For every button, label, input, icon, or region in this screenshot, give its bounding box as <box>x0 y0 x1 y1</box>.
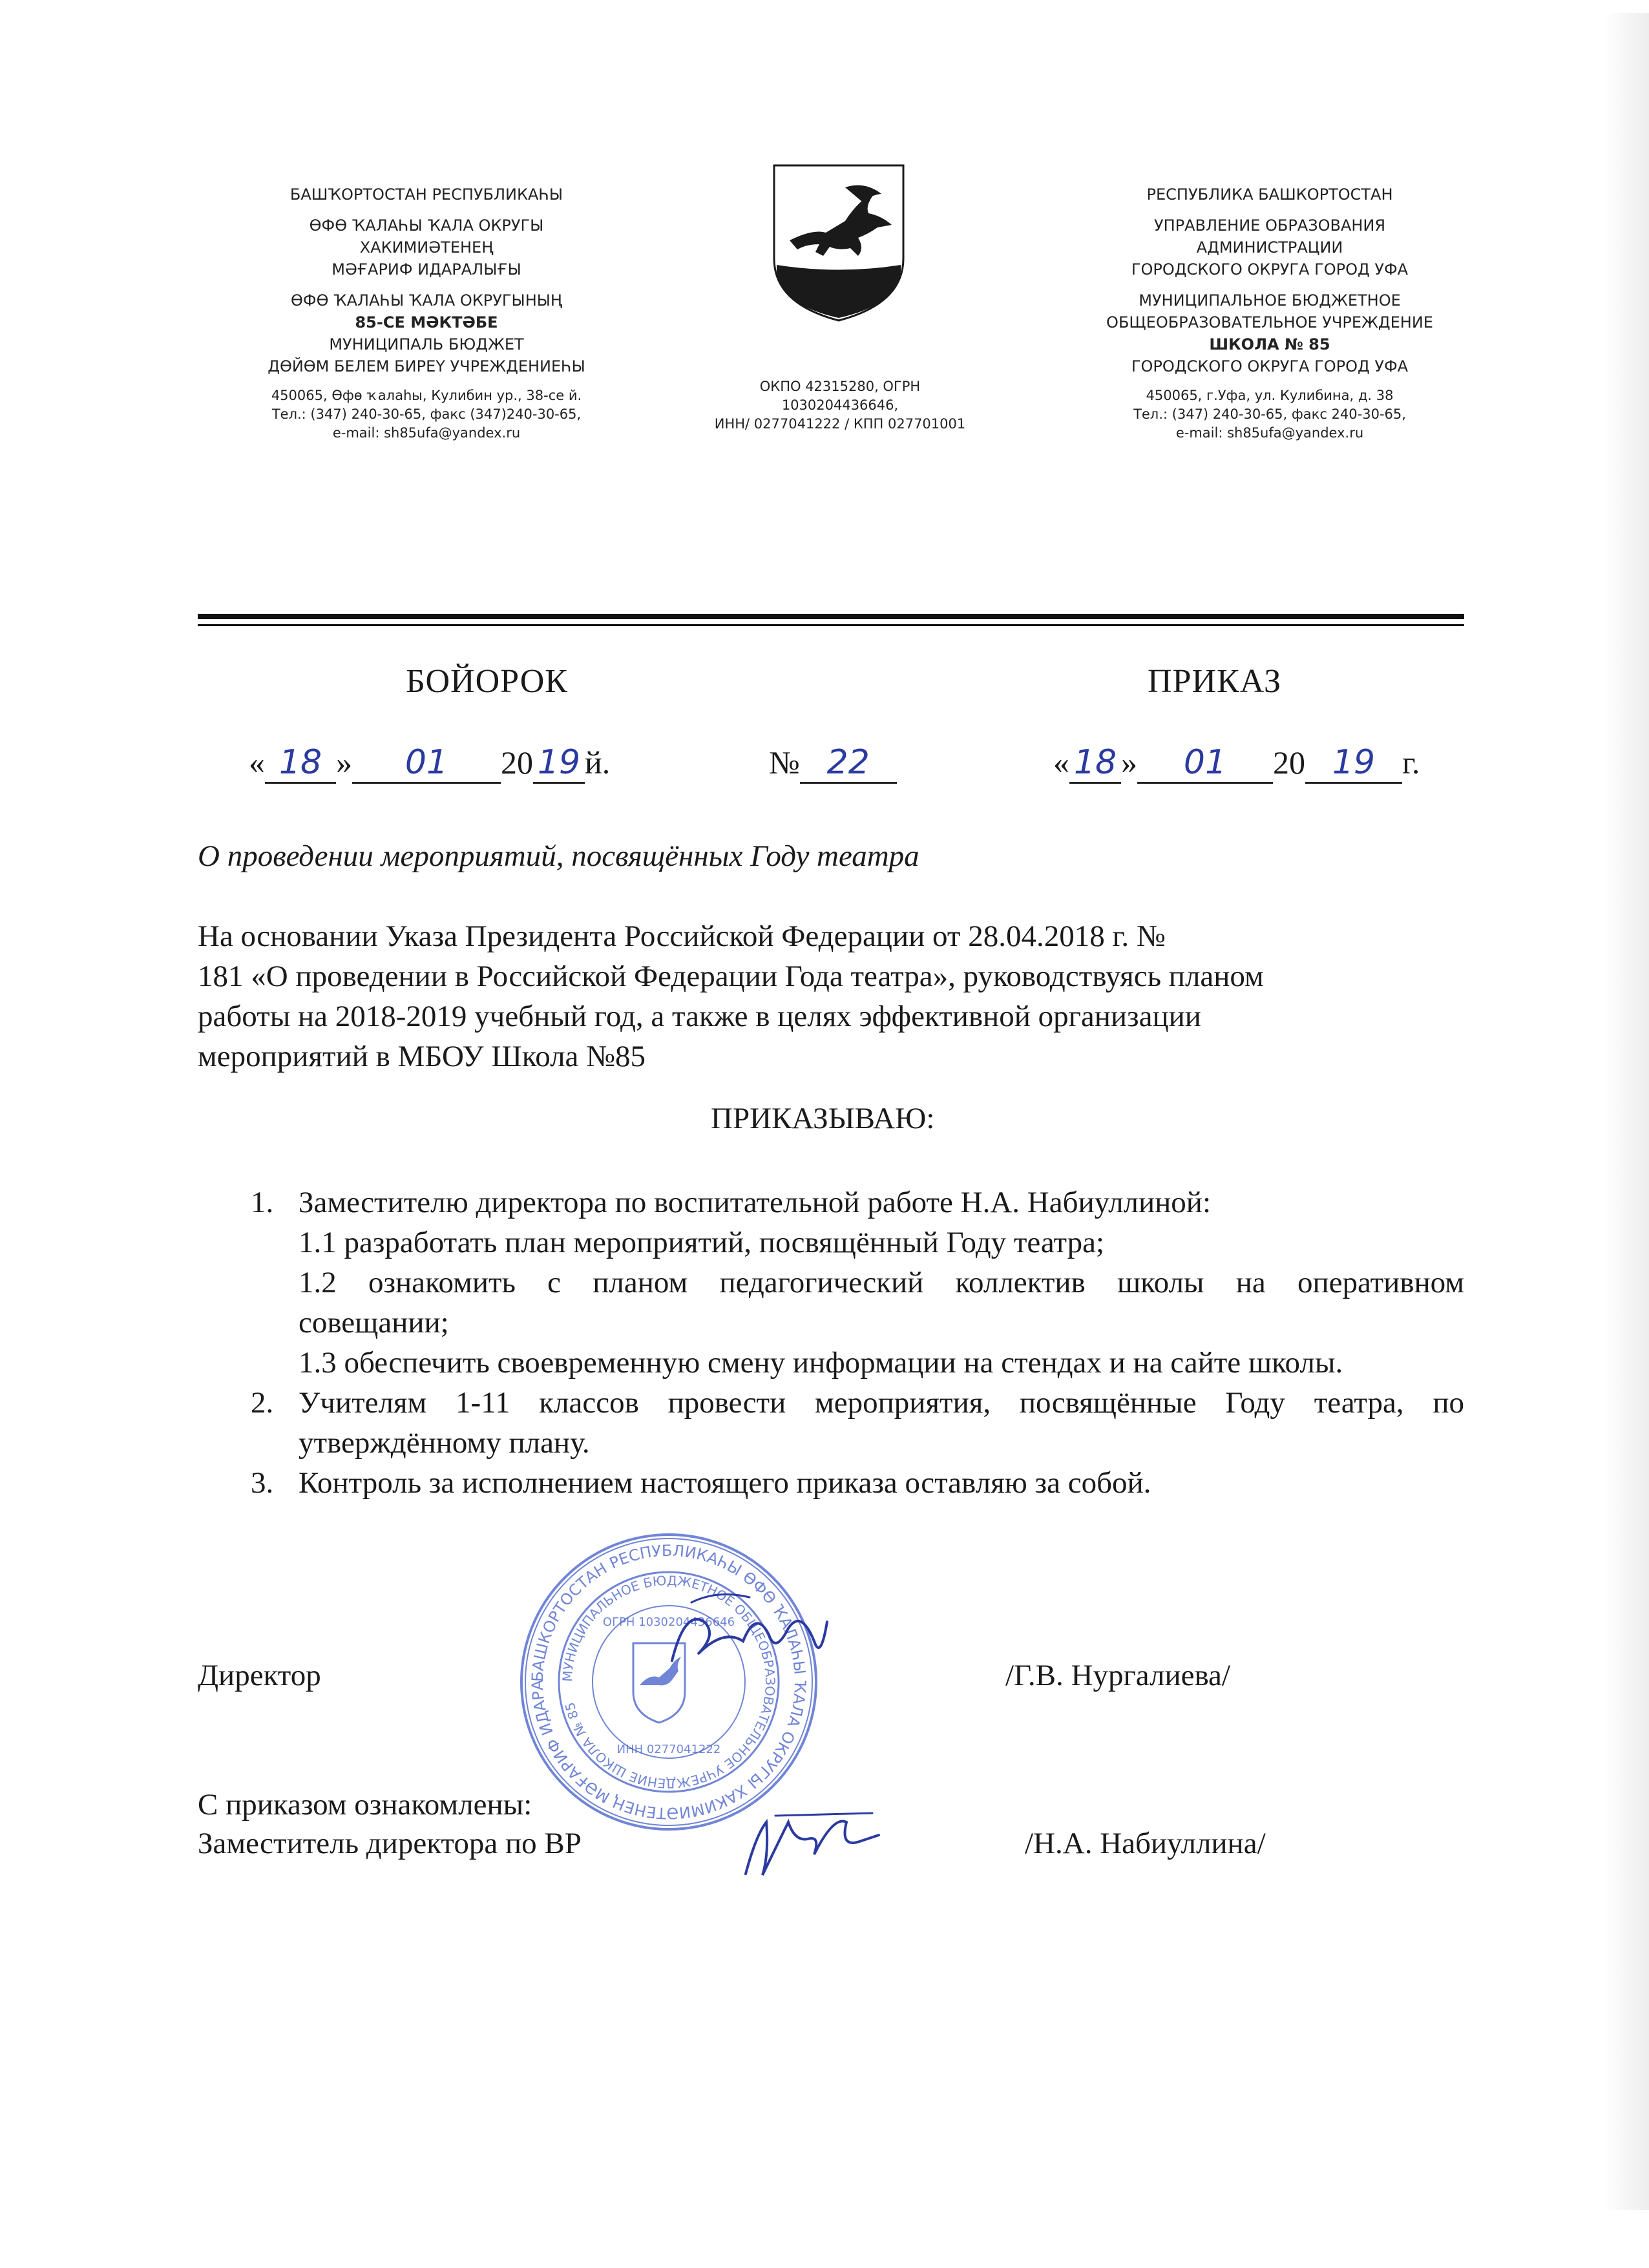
header-center-okpo: ОКПО 42315280, ОГРН <box>759 379 921 394</box>
preamble-line-4: мероприятий в МБОУ Школа №85 <box>198 1040 646 1073</box>
stamp-ogrn: ОГРН 1030204436646 <box>602 1615 735 1629</box>
header-left-type-1: МУНИЦИПАЛЬ БЮДЖЕТ <box>329 335 524 353</box>
item-1-text: Заместителю директора по воспитательной работе Н.А. Набиуллиной: <box>299 1186 1211 1219</box>
date-year-field <box>1305 743 1402 784</box>
date-year-prefix: 20 <box>501 744 533 781</box>
header-center-inn: ИНН/ 0277041222 / КПП 027701001 <box>714 416 966 432</box>
stamp-inn: ИНН 0277041222 <box>616 1743 721 1756</box>
date-close-quote: » <box>336 744 352 781</box>
acknowledged-label: С приказом ознакомлены: <box>198 1788 532 1822</box>
date-year-prefix: 20 <box>1273 744 1305 781</box>
item-2-number: 2. <box>251 1386 274 1420</box>
scan-shadow <box>1604 13 1649 2210</box>
header-left-republic: БАШҠОРТОСТАН РЕСПУБЛИКАҺЫ <box>289 185 563 204</box>
date-russian <box>1053 743 1420 784</box>
header-left-block <box>194 184 659 443</box>
date-day: 18 <box>1073 743 1117 782</box>
header-right-school: ШКОЛА № 85 <box>1209 335 1330 353</box>
order-items <box>198 1182 1464 1544</box>
stamp-outer-text: БАШКОРТОСТАН РЕСПУБЛИКАҺЫ ӨФӨ ҠАЛАҺЫ ҠАЛА ОКРУГЫ ХАКИМИӘТЕНЕҢ МӘҒАРИФ ИДАРА <box>528 1541 810 1823</box>
number-field <box>800 743 897 784</box>
order-word: ПРИКАЗЫВАЮ: <box>711 1102 935 1135</box>
header-left-phone: Тел.: (347) 240-30-65, факс (347)240-30-65, <box>271 406 582 422</box>
date-open-quote: « <box>249 744 265 781</box>
deputy-label: Заместитель директора по ВР <box>198 1827 582 1860</box>
director-signature <box>659 1583 840 1686</box>
date-close-quote: » <box>1121 744 1137 781</box>
order-number <box>769 743 897 784</box>
header-right-type-1: МУНИЦИПАЛЬНОЕ БЮДЖЕТНОЕ <box>1139 291 1401 310</box>
marten-emblem-icon <box>768 162 910 323</box>
preamble <box>198 916 1464 1076</box>
header-right-dept-2: АДМИНИСТРАЦИИ <box>1196 238 1343 257</box>
date-month-field <box>1137 743 1273 784</box>
handwritten-signature-icon <box>737 1796 885 1887</box>
header-left-email: e-mail: sh85ufa@yandex.ru <box>332 425 521 441</box>
header-right-dept-1: УПРАВЛЕНИЕ ОБРАЗОВАНИЯ <box>1153 216 1386 235</box>
number-value: 22 <box>826 743 870 782</box>
date-year-field <box>533 743 585 784</box>
deputy-name: /Н.А. Набиуллина/ <box>1025 1827 1266 1860</box>
header-left-district: ӨФӨ ҠАЛАҺЫ ҠАЛА ОКРУГЫНЫҢ <box>291 291 562 310</box>
header-divider-thin <box>198 624 1464 626</box>
header-left-address: 450065, Өфө ҡалаһы, Кулибин ур., 38-се й. <box>271 388 582 403</box>
header-left-city-2: ХАКИМИӘТЕНЕҢ <box>359 238 494 257</box>
order-subject: О проведении мероприятий, посвящённых Году театра <box>198 839 919 873</box>
item-2-line-1: Учителям 1-11 классов провести мероприятия, посвящённые Году театра, по <box>299 1386 1464 1420</box>
header-right-republic: РЕСПУБЛИКА БАШКОРТОСТАН <box>1146 185 1393 204</box>
header-divider-thick <box>198 614 1464 619</box>
item-1-3: 1.3 обеспечить своевременную смену информации на стендах и на сайте школы. <box>299 1346 1343 1380</box>
coat-of-arms-emblem <box>768 162 910 323</box>
date-suffix: й. <box>585 744 611 781</box>
item-1-number: 1. <box>251 1186 274 1219</box>
item-3-text: Контроль за исполнением настоящего приказа оставляю за собой. <box>299 1466 1151 1500</box>
item-3-number: 3. <box>251 1466 274 1500</box>
date-month: 01 <box>404 743 448 782</box>
preamble-line-1: На основании Указа Президента Российской Федерации от 28.04.2018 г. № <box>198 919 1166 953</box>
director-name: /Г.В. Нургалиева/ <box>1005 1659 1230 1692</box>
header-left-type-2: ДӨЙӨМ БЕЛЕМ БИРЕҮ УЧРЕЖДЕНИЕҺЫ <box>268 357 585 375</box>
header-right-block <box>1037 184 1502 443</box>
number-sign: № <box>769 744 800 781</box>
director-label: Директор <box>198 1659 321 1692</box>
header-right-phone: Тел.: (347) 240-30-65, факс 240-30-65, <box>1133 406 1406 422</box>
date-month-field <box>352 743 501 784</box>
header-right-address: 450065, г.Уфа, ул. Кулибина, д. 38 <box>1146 388 1394 403</box>
header-left-dept: МӘҒАРИФ ИДАРАЛЫҒЫ <box>331 260 521 278</box>
deputy-signature <box>737 1796 885 1887</box>
header-center-block <box>646 377 1034 434</box>
date-year: 19 <box>1332 743 1376 782</box>
header-right-email: e-mail: sh85ufa@yandex.ru <box>1175 425 1364 441</box>
title-russian: ПРИКАЗ <box>1148 663 1282 700</box>
date-bashkir <box>249 743 610 784</box>
header-right-district: ГОРОДСКОГО ОКРУГА ГОРОД УФА <box>1131 357 1409 375</box>
date-suffix: г. <box>1402 744 1420 781</box>
item-2-line-2: утверждённому плану. <box>299 1426 590 1460</box>
date-day: 18 <box>278 743 322 782</box>
stamp-inner-text: МУНИЦИПАЛЬНОЕ БЮДЖЕТНОЕ ОБЩЕОБРАЗОВАТЕЛЬНОЕ УЧРЕЖДЕНИЕ ШКОЛА № 85 <box>559 1572 779 1792</box>
item-1-2-cont: совещании; <box>299 1306 449 1339</box>
handwritten-signature-icon <box>659 1583 840 1686</box>
item-1-1: 1.1 разработать план мероприятий, посвящённый Году театра; <box>299 1226 1105 1259</box>
item-1-2: 1.2 ознакомить с планом педагогический коллектив школы на оперативном <box>299 1266 1464 1299</box>
preamble-line-2: 181 «О проведении в Российской Федерации Года театра», руководствуясь планом <box>198 960 1264 993</box>
title-bashkir: БОЙОРОК <box>406 663 568 700</box>
header-left-city-1: ӨФӨ ҠАЛАҺЫ ҠАЛА ОКРУГЫ <box>309 216 544 235</box>
header-left-school: 85-СЕ МӘКТӘБЕ <box>355 313 498 331</box>
preamble-line-3: работы на 2018-2019 учебный год, а также в целях эффективной организации <box>198 1000 1201 1033</box>
header-center-ogrn: 1030204436646, <box>781 397 899 413</box>
date-month: 01 <box>1183 743 1227 782</box>
date-day-field <box>265 743 336 784</box>
date-open-quote: « <box>1053 744 1069 781</box>
header-right-type-2: ОБЩЕОБРАЗОВАТЕЛЬНОЕ УЧРЕЖДЕНИЕ <box>1106 313 1433 331</box>
header-right-dept-3: ГОРОДСКОГО ОКРУГА ГОРОД УФА <box>1131 260 1409 278</box>
date-year: 19 <box>537 743 581 782</box>
date-day-field <box>1069 743 1121 784</box>
